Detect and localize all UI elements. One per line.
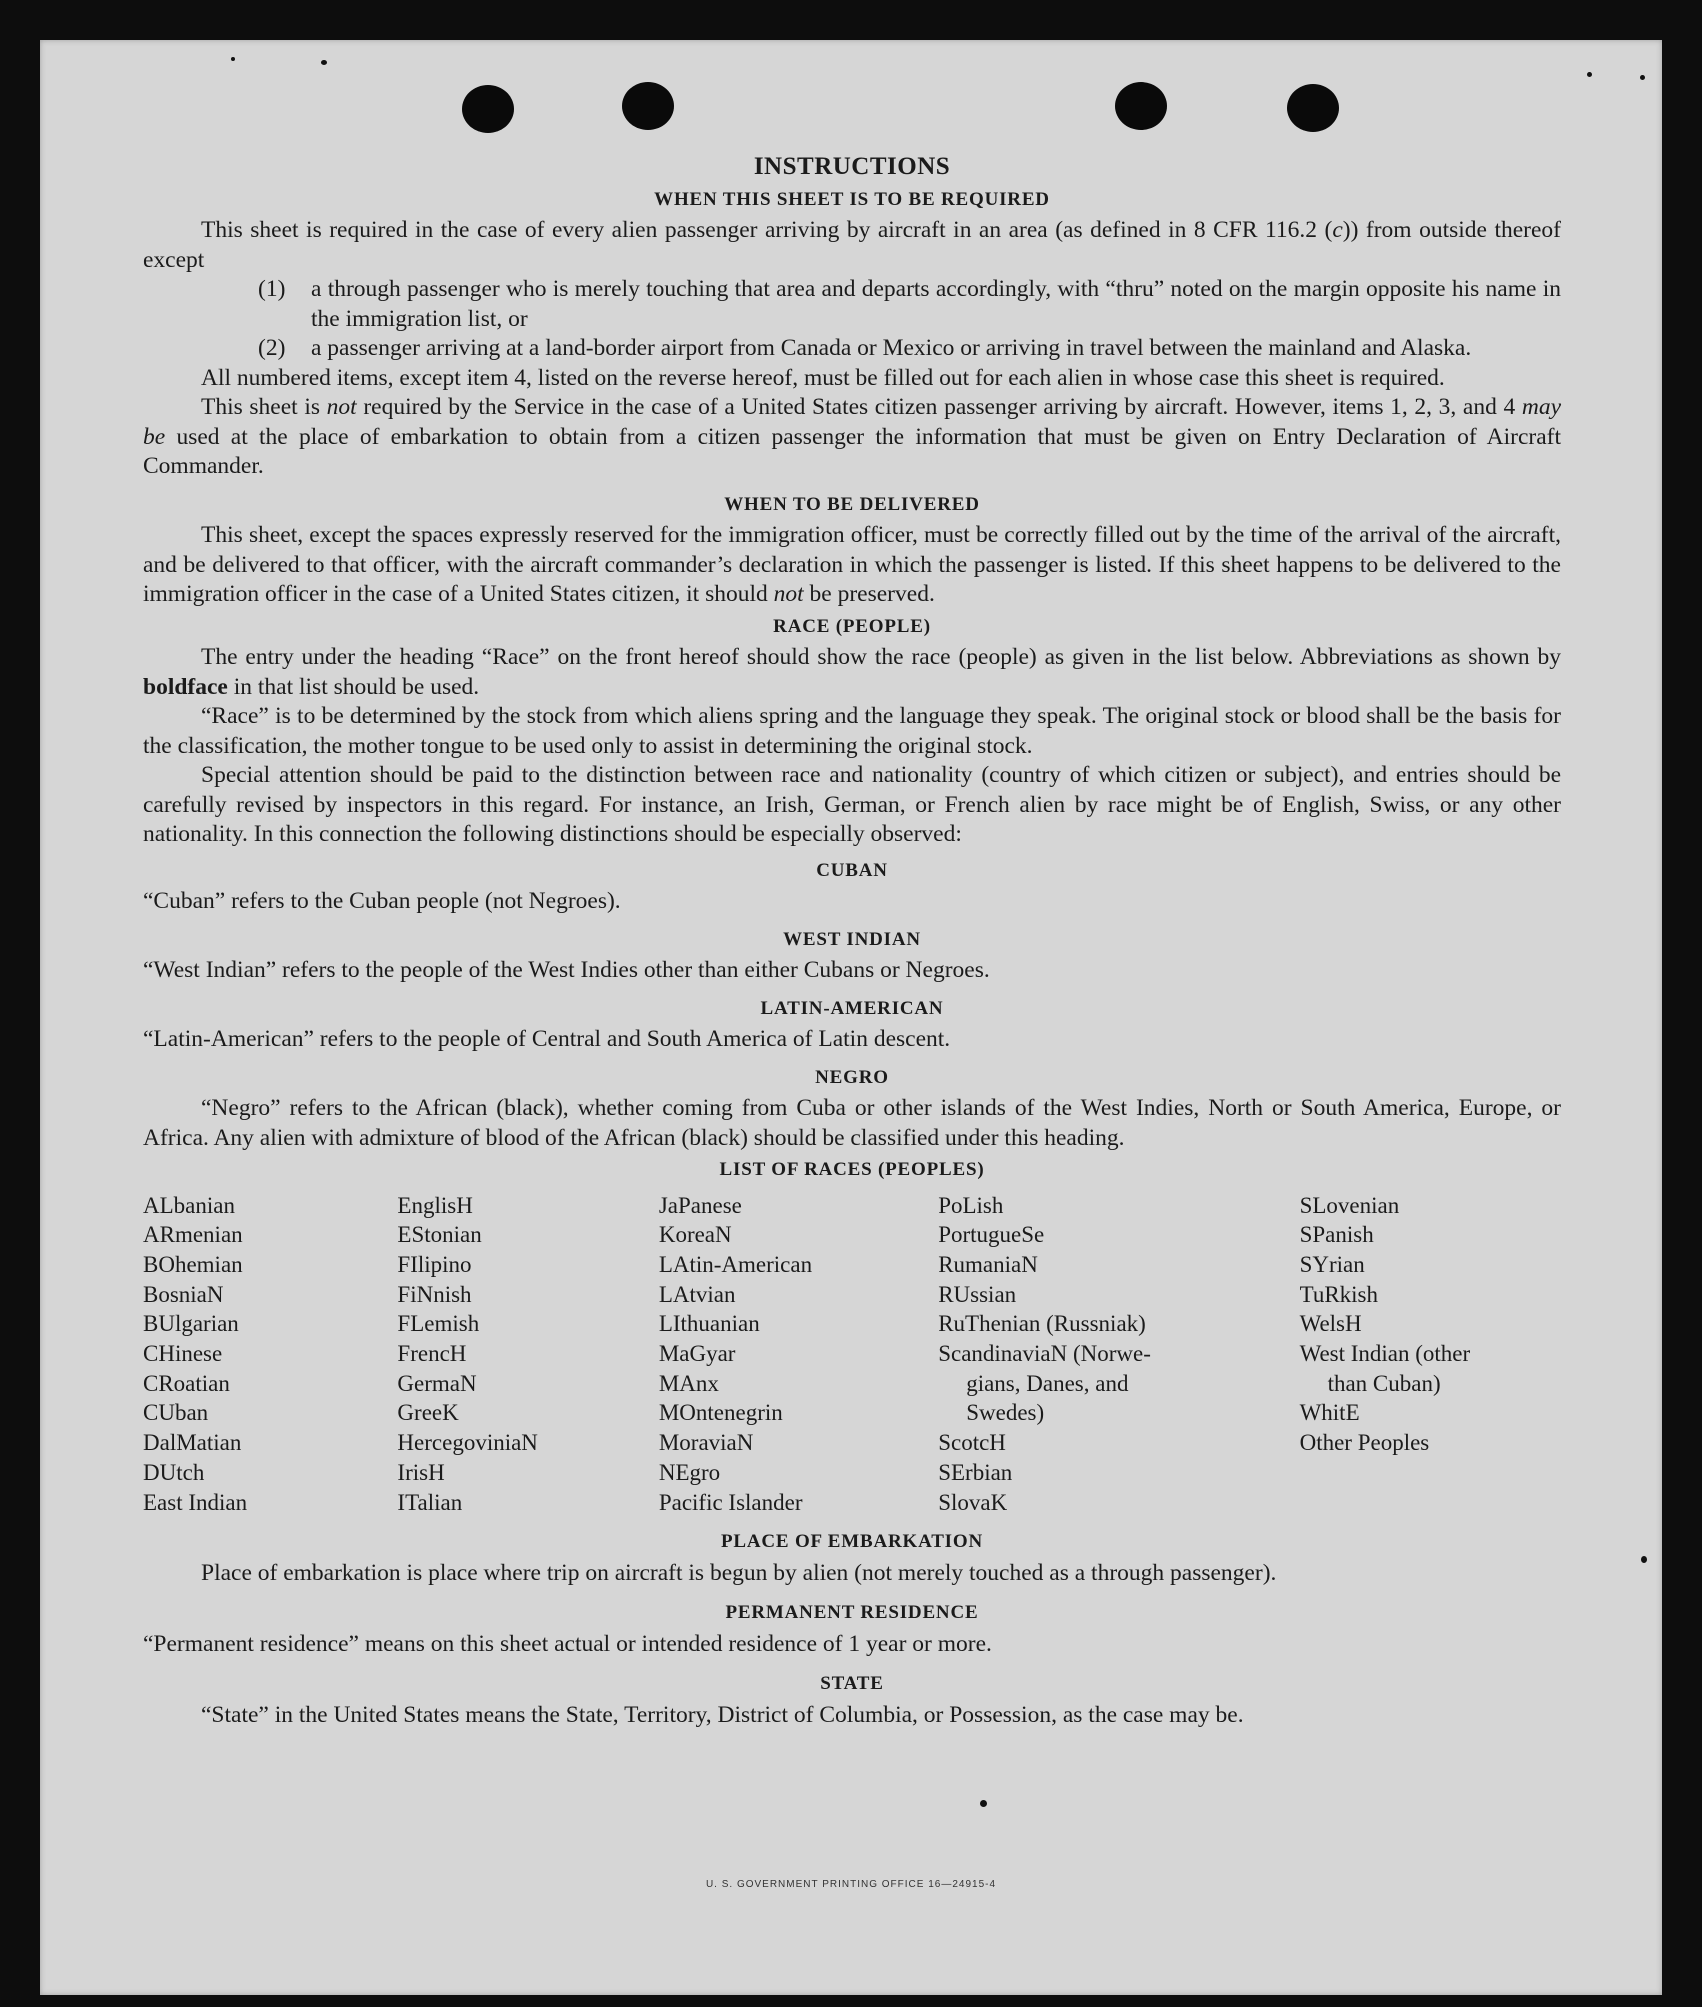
- section-heading: PERMANENT RESIDENCE: [725, 1602, 979, 1624]
- paragraph: This sheet is not required by the Service in the case of a United States citizen passenger arriving by aircraft. However, items 1, 2, 3, and 4 may be used at the place of embarkation to obtain from a citizen passenger the information that must be given on Entry Declaration of Aircraft Commander.: [143, 394, 1561, 479]
- race-item: CUban: [143, 1400, 209, 1426]
- race-item: FiNnish: [397, 1281, 472, 1307]
- race-item: TuRkish: [1299, 1281, 1379, 1307]
- race-item: MoraviaN: [658, 1430, 754, 1456]
- race-item: WelsH: [1299, 1311, 1362, 1337]
- race-item: ScotcH: [938, 1430, 1006, 1456]
- race-item: RUssian: [938, 1281, 1017, 1307]
- paragraph: All numbered items, except item 4, listed on the reverse hereof, must be filled out for each alien in whose case this sheet is required.: [201, 364, 1445, 391]
- paragraph: “Latin-American” refers to the people of Central and South America of Latin descent.: [143, 1026, 951, 1052]
- item-number: (2): [258, 335, 286, 361]
- item-text: a passenger arriving at a land-border airport from Canada or Mexico or arriving in travel between the mainland and Alaska.: [311, 335, 1472, 361]
- race-item: gians, Danes, and: [966, 1370, 1129, 1396]
- paragraph: The entry under the heading “Race” on the front hereof should show the race (people) as given in the list below. Abbreviations as shown by boldface in that list should be used.: [143, 644, 1561, 700]
- ink-speck: [1640, 75, 1645, 80]
- race-item: PoLish: [938, 1192, 1004, 1218]
- race-item: than Cuban): [1327, 1370, 1441, 1396]
- race-item: FIlipino: [397, 1251, 472, 1277]
- race-item: ALbanian: [143, 1192, 235, 1218]
- paragraph: This sheet, except the spaces expressly reserved for the immigration officer, must be correctly filled out by the time of the arrival of the aircraft, and be delivered to that officer, with the aircraft commander’s declaration in which the passenger is listed. If this sheet happens to be delivered to the immigration officer in the case of a United States citizen, it should not be preserved.: [143, 522, 1561, 607]
- race-item: ScandinaviaN (Norwe-: [938, 1341, 1151, 1367]
- ink-speck: [1587, 72, 1592, 77]
- race-item: PortugueSe: [938, 1222, 1045, 1248]
- section-heading: RACE (PEOPLE): [773, 615, 931, 637]
- race-column: [938, 1191, 1219, 1518]
- race-item: GreeK: [397, 1400, 459, 1426]
- page-title: INSTRUCTIONS: [753, 153, 951, 180]
- race-item: Swedes): [966, 1400, 1045, 1426]
- race-column: [143, 1191, 397, 1518]
- document-sheet: [40, 40, 1662, 1995]
- race-item: CHinese: [143, 1341, 223, 1367]
- race-item: MaGyar: [658, 1341, 736, 1367]
- item-text: a through passenger who is merely touching that area and departs accordingly, with “thru” noted on the margin opposite his name in the immigration list, or: [311, 276, 1561, 332]
- ink-speck: [231, 57, 235, 61]
- section-heading: LIST OF RACES (PEOPLES): [719, 1159, 985, 1180]
- race-item: EnglisH: [397, 1192, 473, 1218]
- race-item: East Indian: [143, 1489, 248, 1515]
- paragraph: “State” in the United States means the State, Territory, District of Columbia, or Possession, as the case may be.: [201, 1701, 1244, 1728]
- section-heading: CUBAN: [816, 859, 888, 881]
- paragraph: “Negro” refers to the African (black), whether coming from Cuba or other islands of the West Indies, North or South America, Europe, or Africa. Any alien with admixture of blood of the African (black) should be classified under this heading.: [143, 1095, 1561, 1151]
- race-item: GermaN: [397, 1370, 477, 1396]
- paragraph: Place of embarkation is place where trip on aircraft is begun by alien (not merely touched as a through passenger).: [201, 1559, 1277, 1586]
- section-heading: WHEN TO BE DELIVERED: [724, 493, 980, 515]
- paragraph: This sheet is required in the case of every alien passenger arriving by aircraft in an area (as defined in 8 CFR 116.2 (c)) from outside thereof except: [143, 217, 1562, 273]
- paragraph: “Race” is to be determined by the stock from which aliens spring and the language they speak. The original stock or blood shall be the basis for the classification, the mother tongue to be used only to assist in determining the original stock.: [143, 703, 1561, 759]
- race-item: NEgro: [658, 1459, 721, 1485]
- race-item: ARmenian: [143, 1222, 243, 1248]
- race-item: SPanish: [1299, 1222, 1374, 1248]
- ink-speck: [321, 60, 327, 65]
- printer-imprint: U. S. GOVERNMENT PRINTING OFFICE 16—24915-4: [705, 1879, 997, 1890]
- race-item: FrencH: [397, 1341, 467, 1367]
- list-item: [258, 334, 1561, 364]
- race-item: BOhemian: [143, 1251, 243, 1277]
- race-item: MAnx: [658, 1370, 719, 1396]
- race-item: CRoatian: [143, 1370, 230, 1396]
- ink-speck: [980, 1800, 987, 1807]
- race-item: MOntenegrin: [658, 1400, 783, 1426]
- race-item: Other Peoples: [1299, 1430, 1430, 1456]
- race-item: ITalian: [397, 1489, 463, 1515]
- race-item: RuThenian (Russniak): [938, 1311, 1146, 1337]
- paragraph: “Permanent residence” means on this sheet actual or intended residence of 1 year or more.: [143, 1630, 992, 1657]
- section-heading: STATE: [820, 1673, 884, 1695]
- race-item: SErbian: [938, 1459, 1013, 1485]
- section-heading: NEGRO: [815, 1066, 889, 1088]
- race-item: WhitE: [1299, 1400, 1360, 1426]
- list-item: [258, 275, 1561, 334]
- race-item: RumaniaN: [938, 1251, 1038, 1277]
- paragraph: “West Indian” refers to the people of the West Indies other than either Cubans or Negroes.: [143, 957, 990, 983]
- race-item: JaPanese: [658, 1192, 742, 1218]
- section-heading: LATIN-AMERICAN: [760, 997, 944, 1019]
- paragraph: Special attention should be paid to the distinction between race and nationality (country of which citizen or subject), and entries should be carefully revised by inspectors in this regard. For instance, an Irish, German, or French alien by race might be of English, Swiss, or any other nationality. In this connection the following distinctions should be especially observed:: [143, 762, 1561, 847]
- race-list: [143, 1191, 1561, 1518]
- item-number: (1): [258, 276, 286, 302]
- race-item: DUtch: [143, 1459, 205, 1485]
- section-heading: WEST INDIAN: [783, 928, 921, 950]
- race-item: KoreaN: [658, 1222, 732, 1248]
- section-heading: PLACE OF EMBARKATION: [721, 1531, 983, 1553]
- race-column: [659, 1191, 938, 1518]
- race-item: LAtvian: [658, 1281, 736, 1307]
- race-item: FLemish: [397, 1311, 480, 1337]
- race-item: BUlgarian: [143, 1311, 239, 1337]
- race-item: DalMatian: [143, 1430, 242, 1456]
- race-column: [397, 1191, 658, 1518]
- race-item: IrisH: [397, 1459, 445, 1485]
- race-item: SYrian: [1299, 1251, 1365, 1277]
- race-item: SlovaK: [938, 1489, 1008, 1515]
- race-item: SLovenian: [1299, 1192, 1400, 1218]
- race-item: BosniaN: [143, 1281, 224, 1307]
- section-heading: WHEN THIS SHEET IS TO BE REQUIRED: [654, 188, 1050, 210]
- ink-speck: [1641, 1556, 1647, 1563]
- paragraph: “Cuban” refers to the Cuban people (not Negroes).: [143, 888, 621, 914]
- race-item: HercegoviniaN: [397, 1430, 538, 1456]
- race-item: West Indian (other: [1299, 1341, 1471, 1367]
- race-item: LIthuanian: [658, 1311, 760, 1337]
- race-column: [1300, 1191, 1561, 1518]
- instructions-content: [143, 114, 1561, 1730]
- race-item: LAtin-American: [658, 1251, 813, 1277]
- race-item: EStonian: [397, 1222, 482, 1248]
- race-item: Pacific Islander: [658, 1489, 803, 1515]
